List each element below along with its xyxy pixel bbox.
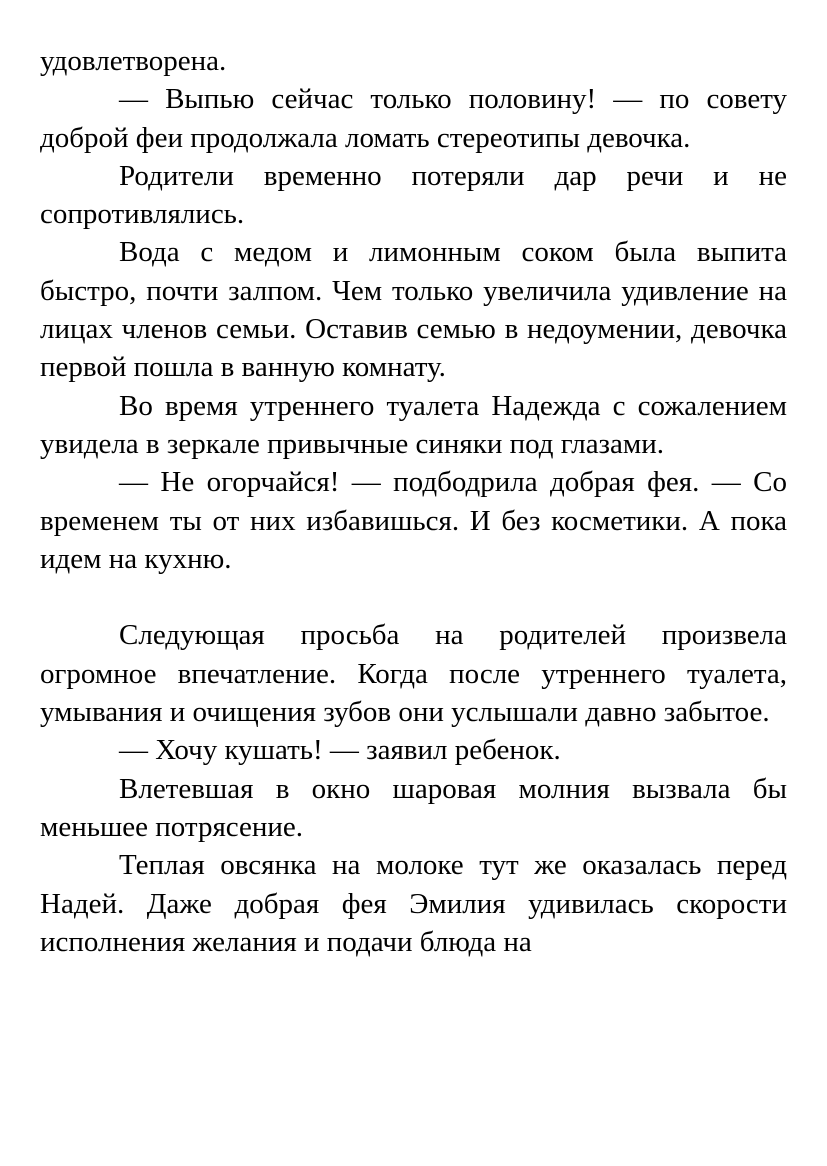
paragraph-1: удовлетворена. xyxy=(40,45,227,77)
paragraph-10: Теплая овсянка на молоке тут же оказалась перед Надей. Даже добрая фея Эмилия удивилась скорости исполнения желания и подачи блюда на xyxy=(40,849,787,958)
paragraph-8: — Хочу кушать! — заявил ребенок. xyxy=(119,734,561,767)
document-page xyxy=(40,42,787,961)
paragraph-3: Родители временно потеряли дар речи и не сопротивлялись. xyxy=(40,159,787,231)
paragraph-9: Влетевшая в окно шаровая молния вызвала бы меньшее потрясение. xyxy=(40,772,787,843)
paragraph-5: Во время утреннего туалета Надежда с сожалением увидела в зеркале привычные синяки под глазами. xyxy=(40,389,787,460)
paragraph-2: — Выпью сейчас только половину! — по совету доброй феи продолжала ломать стереотипы девочка. xyxy=(40,83,787,154)
paragraph-7: Следующая просьба на родителей произвела огромное впечатление. Когда после утреннего туалета, умывания и очищения зубов они услышали давно забытое. xyxy=(40,619,787,729)
paragraph-6: — Не огорчайся! — подбодрила добрая фея. — Со временем ты от них избавишься. И без косметики. А пока идем на кухню. xyxy=(40,466,787,575)
section-break xyxy=(40,578,787,616)
paragraph-4: Вода с медом и лимонным соком была выпита быстро, почти залпом. Чем только увеличила удивление на лицах членов семьи. Оставив семью в недоумении, девочка первой пошла в ванную комнату. xyxy=(40,236,787,384)
